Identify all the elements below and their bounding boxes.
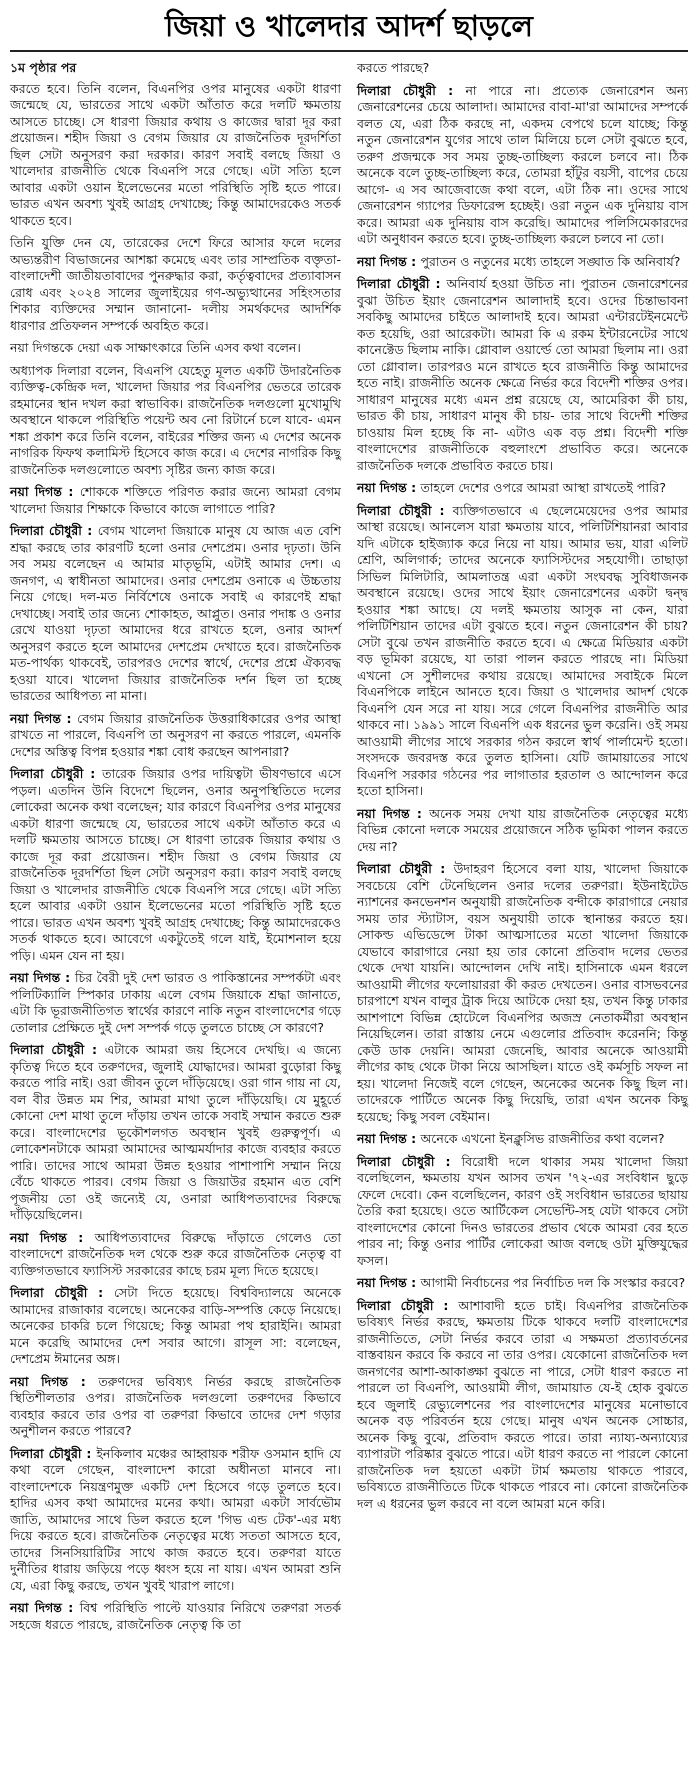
speaker-label: দিলারা চৌধুরী : (357, 1297, 459, 1313)
interview-paragraph: দিলারা চৌধুরী : তারেক জিয়ার ওপর দায়িত্বটা ভীষণভাবে এসে পড়ল। এতদিন উনি বিদেশে ছিলেন, ওনার অনুপস্থিতিতে দলের লোকেরা অনেক কথা বলেছেন; যার কারণে বিএনপির ওপর মানুষের একটা ধারণা জন্মেছে যে, ভারতের সাথে একটা আঁতাত করে এ দলটি ক্ষমতায় আসতে চাচ্ছে। সে ধারণা তারেক জিয়ার কথায় ও কাজে দূর করা প্রয়োজন। শহীদ জিয়া ও বেগম জিয়ার যে রাজনৈতিক দূরদর্শিতা ছিল সেটা অনুসরণ করা। কারণ সবাই বলছে জিয়া ও খালেদার রাজনীতি থেকে বিএনপি সরে গেছে। এটা সত্যি হলে আবার একটা ওয়ান ইলেভেনের মতো পরিস্থিতি সৃষ্টি হতে পারে। ভারত এখন অবশ্য খুবই আগ্রহ দেখাচ্ছে; কিন্তু আমাদেরকেও সতর্ক থাকতে হবে। আবেগে একটুতেই গলে যাই, ইমোশনাল হয়ে পড়ি। এমন যেন না হয়। (10, 766, 341, 963)
speaker-label: নয়া দিগন্ত : (10, 710, 78, 726)
interview-paragraph: দিলারা চৌধুরী : সেটা দিতে হয়েছে। বিশ্ববিদ্যালয়ে অনেকে আমাদের রাজাকার বলেছে। অনেকের বাড়ি-সম্পত্তি কেড়ে নিয়েছে। অনেকের চাকরি চলে গিয়েছে; কিন্তু আমরা পথ হারাইনি। আমরা মনে করেছি আমাদের দেশ সবার আগে। রাসূল সা: বলেছেন, দেশপ্রেম ঈমানের অঙ্গ। (10, 1285, 341, 1367)
interview-paragraph: নয়া দিগন্ত : তাহলে দেশের ওপরে আমরা আস্থা রাখতেই পারি? (357, 480, 667, 496)
speaker-label: নয়া দিগন্ত : (357, 253, 421, 269)
speaker-label: দিলারা চৌধুরী : (10, 1042, 105, 1058)
article-title: জিয়া ও খালেদার আদর্শ ছাড়লে (165, 9, 533, 43)
speaker-label: দিলারা চৌধুরী : (10, 1285, 114, 1301)
speaker-label: দিলারা চৌধুরী : (10, 1445, 97, 1461)
right-column (357, 60, 688, 1518)
interview-paragraph: নয়া দিগন্ত : শোককে শক্তিতে পরিণত করার জন্যে আমরা বেগম খালেদা জিয়ার শিক্ষাকে কিভাবে কাজে লাগাতে পারি? (10, 484, 341, 516)
article-columns (10, 60, 688, 1639)
article-header (10, 8, 688, 52)
continuation-note: ১ম পৃষ্ঠার পর (10, 60, 77, 76)
interview-paragraph: নয়া দিগন্ত : অনেক সময় দেখা যায় রাজনৈতিক নেতৃত্বের মধ্যে বিভিন্ন কোনো দলকে সময়ের প্রয়োজনে সঠিক ভূমিকা পালন করতে দেয় না? (357, 805, 688, 854)
body-paragraph: নয়া দিগন্তকে দেয়া এক সাক্ষাৎকারে তিনি এসব কথা বলেন। (10, 340, 301, 356)
speaker-label: দিলারা চৌধুরী : (10, 523, 98, 539)
interview-paragraph: দিলারা চৌধুরী : এটাকে আমরা জয় হিসেবে দেখছি। এ জন্যে কৃতিত্ব দিতে হবে তরুণদের, জুলাই যোদ্ধাদের। আমরা বুড়োরা কিছু করতে পারি নাই। ওরা জীবন তুলে দাঁড়িয়েছে। ওরা গান গায় না যে, বল বীর উন্নত মম শির, আমরা মাথা তুলে দাঁড়িয়েছি। যে মুহূর্তে কোনো দেশ মাথা তুলে দাঁড়ায় তখন তাকে সবাই সম্মান করতে শুরু করে। বাংলাদেশের ভূকৌশলগত অবস্থান খুবই গুরুত্বপূর্ণ। এ লোকেশনটাকে আমরা আমাদের আত্মমর্যাদার কাজে ব্যবহার করতে পারি। তাদের সাথে আমরা উন্নত হওয়ার পাশাপাশি সম্মান নিয়ে বেঁচে থাকতে পারব। বেগম জিয়া ও জিয়াউর রহমান এত বেশি পূজনীয় তো ওই জন্যেই যে, ওনারা আধিপত্যবাদের বিরুদ্ধে দাঁড়িয়েছিলেন। (10, 1042, 341, 1223)
speaker-label: দিলারা চৌধুরী : (357, 1153, 462, 1169)
interview-paragraph: দিলারা চৌধুরী : বেগম খালেদা জিয়াকে মানুষ যে আজ এত বেশি শ্রদ্ধা করছে তার কারণটি হলো ওনার দেশপ্রেম। ওনার দৃঢ়তা। উনি সব সময় বলেছেন এ আমার মাতৃভূমি, এটাই আমার দেশ। এ জনগণ, এ স্বাধীনতা আমাদের। ওনার দেশপ্রেম ওনাকে এ উচ্চতায় নিয়ে গেছে। দল-মত নির্বিশেষে ওনাকে সবাই এ কারণেই শ্রদ্ধা দেখাচ্ছে। সবাই তার জন্যে শোকাহত, আপ্লুত। ওনার পদাঙ্ক ও ওনার রেখে যাওয়া দৃঢ়তা আমাদের ধরে রাখতে হলে, ওনার আদর্শ অনুসরণ করতে হলে আমাদের দেশপ্রেম দেখাতে হবে। রাজনৈতিক মত-পার্থক্য থাকবেই, তারপরও দেশের স্বার্থে, দেশের প্রশ্নে ঐক্যবদ্ধ হওয়া যাবে। খালেদা জিয়ার রাজনৈতিক দর্শন ছিল তা হচ্ছে ভারতের আধিপত্য না মানা। (10, 523, 341, 704)
speaker-label: নয়া দিগন্ত : (10, 484, 80, 500)
speaker-label: দিলারা চৌধুরী : (357, 82, 466, 98)
speaker-label: নয়া দিগন্ত : (357, 805, 430, 821)
interview-paragraph: নয়া দিগন্ত : আধিপত্যবাদের বিরুদ্ধে দাঁড়াতে গেলেও তো বাংলাদেশে রাজনৈতিক দল থেকে শুরু করে রাজনৈতিক নেতৃত্ব বা ব্যক্তিগতভাবে ফ্যাসিস্ট সরকারের কাছে চরম মূল্য দিতে হয়েছে। (10, 1229, 341, 1278)
interview-paragraph: নয়া দিগন্ত : চির বৈরী দুই দেশ ভারত ও পাকিস্তানের সম্পর্কটা এবং পলিটিক্যালি স্পিকার ঢাকায় এলে বেগম জিয়াকে শ্রদ্ধা জানাতে, এটা কি ভূরাজনীতিগত স্বার্থের কারণে নাকি নতুন বাংলাদেশের গড়ে তোলার প্রেক্ষিতে দুই দেশ সম্পর্ক গড়ে তুলতে চাচ্ছে সে কারণে? (10, 970, 341, 1035)
interview-paragraph: দিলারা চৌধুরী : ইনকিলাব মঞ্চের আহ্বায়ক শরীফ ওসমান হাদি যে কথা বলে গেছেন, বাংলাদেশ কারো অধীনতা মানবে না। বাংলাদেশকে নিয়ন্ত্রণমুক্ত একটি দেশ হিসেবে গড়ে তুলতে হবে। হাদির এসব কথা আমাদের মনের কথা। আমরা একটা সার্বভৌম জাতি, আমাদের সাথে ডিল করতে হলে 'গিভ এন্ড টেক'-এর মধ্য দিয়ে করতে হবে। রাজনৈতিক নেতৃত্বের মধ্যে সততা আসতে হবে, তাদের সিনসিয়ারিটির সাথে কাজ করতে হবে। তরুণরা যাতে দুর্নীতির ধারায় জড়িয়ে পড়ে ধ্বংস হয়ে না যায়। এখন আমরা শুনি যে, এরা কিছু করছে, তখন খুবই খারাপ লাগে। (10, 1445, 341, 1593)
interview-paragraph: নয়া দিগন্ত : তরুণদের ভবিষ্যৎ নির্ভর করছে রাজনৈতিক স্থিতিশীলতার ওপর। রাজনৈতিক দলগুলো তরুণদের কিভাবে ব্যবহার করবে তার ওপর বা তরুণরা কিভাবে তাদের দেশ গড়ার অনুশীলন করতে পারবে? (10, 1373, 341, 1439)
interview-paragraph: দিলারা চৌধুরী : অনিবার্য হওয়া উচিত না। পুরাতন জেনারেশনের বুঝা উচিত ইয়াং জেনারেশন আলাদাই হবে। ওদের চিন্তাভাবনা সবকিছু আমাদের চাইতে আলাদাই হবে। আমরা এন্টারটেইনমেন্টে কত হয়েছি, ওরা আরেকটা। আমরা কি এ রকম ইন্টারনেটের সাথে কানেক্টেড ছিলাম নাকি। গ্লোবাল ওয়ার্ল্ডে তো আমরা ছিলাম না। ওরা তো গ্লোবাল। তারপরও মনে রাখতে হবে রাজনীতি কিন্তু আমাদের হতে নাই। রাজনীতি অনেক ক্ষেত্রে নির্ভর করে বিদেশী শক্তির ওপর। সাধারণ মানুষের মধ্যে এমন প্রশ্ন রয়েছে যে, আমেরিকা কী চায়, ভারত কী চায়, সাধারণ মানুষ কী চায়- তার সাথে বিদেশী শক্তির চাওয়ায় মিল হচ্ছে কি না- এটাও এক বড় প্রশ্ন। বিদেশী শক্তি বাংলাদেশের রাজনীতিকে বহুলাংশে প্রভাবিত করে। অনেকে রাজনৈতিক দলকে প্রভাবিত করতে চায়। (357, 276, 688, 473)
speaker-label: দিলারা চৌধুরী : (357, 861, 454, 877)
interview-paragraph: নয়া দিগন্ত : আগামী নির্বাচনের পর নির্বাচিত দল কি সংস্কার করবে? (357, 1275, 686, 1291)
interview-paragraph: দিলারা চৌধুরী : না পারে না। প্রত্যেক জেনারেশন অন্য জেনারেশনের চেয়ে আলাদা। আমাদের বাবা-মা'রা আমাদের সম্পর্কে বলত যে, এরা ঠিক করছে না, একদম বেপথে চলে যাচ্ছে; কিন্তু নতুন জেনারেশন যুগের সাথে তাল মিলিয়ে চলে সেটা বুঝতে হবে, তরুণ প্রজন্মকে সব সময় তুচ্ছ-তাচ্ছিল্য করলে চলবে না। ঠিক অনেকে বলে তুচ্ছ-তাচ্ছিল্য করে, তোমরা হাঁটুর বয়সী, বাপের চেয়ে আগে- এ সব আজেবাজে কথা বলে, এটা ঠিক না। ওদের সাথে জেনারেশন গ্যাপের ডিফারেন্স হচ্ছেই। ওরা নতুন এক দুনিয়ায় বাস করে। আমরা এক দুনিয়ায় বাস করেছি। আমাদের পলিসিমেকারদের এটা অনুধাবন করতে হবে। তুচ্ছ-তাচ্ছিল্য করলে চলবে না তো। (357, 82, 688, 247)
interview-paragraph: দিলারা চৌধুরী : বিরোধী দলে থাকার সময় খালেদা জিয়া বলেছিলেন, ক্ষমতায় যখন আসব তখন '৭২-এর সংবিধান ছুড়ে ফেলে দেবো। কেন বলেছিলেন, কারণ ওই সংবিধান ভারতের ছায়ায় তৈরি করা হয়েছে। ওতে আর্টিকেল সেভেন্টি-সহ যেটা থাকবে সেটা বাংলাদেশের কোনো দিনও ভারতের প্রভাব থেকে আমরা বের হতে পারব না; কিন্তু ওনার পার্টির লোকেরা আজ বলছে ওটা মুক্তিযুদ্ধের ফসল। (357, 1153, 689, 1268)
body-paragraph: তিনি যুক্তি দেন যে, তারেকের দেশে ফিরে আসার ফলে দলের অভ্যন্তরীণ বিভাজনের আশঙ্কা কমেছে এবং তার সাম্প্রতিক বক্তৃতা- বাংলাদেশী জাতীয়তাবাদের পুনরুদ্ধার করা, কর্তৃত্ববাদের প্রত্যাবাসন রোধ এবং ২০২৪ সালের জুলাইয়ের গণ-অভ্যুত্থানের সহিংসতার শিকার ব্যক্তিদের সম্মান জানানো- দলীয় সমর্থকদের আদর্শিক ধারণার প্রতিফলন সম্পর্কে অবহিত করে। (10, 235, 341, 333)
speaker-label: দিলারা চৌধুরী : (357, 502, 453, 518)
speaker-label: নয়া দিগন্ত : (10, 970, 75, 986)
interview-paragraph: নয়া দিগন্ত : অনেকে এখনো ইনক্লুসিভ রাজনীতির কথা বলেন? (357, 1131, 665, 1147)
interview-paragraph: দিলারা চৌধুরী : ব্যক্তিগতভাবে এ ছেলেমেয়েদের ওপর আমার আস্থা রয়েছে। আনলেস যারা ক্ষমতায় যাবে, পলিটিশিয়ানরা আবার যদি এটাকে হাইজ্যাক করে নিয়ে না যায়। আমার ভয়, যারা এলিট শ্রেণি, অলিগার্ক; তাদের অনেকে ফ্যাসিস্টদের সহযোগী। তাছাড়া সিভিল মিলিটারি, আমলাতন্ত্র এরা একটা সংঘবদ্ধ সুবিধাজনক অবস্থানে রয়েছে। ওদের সাথে ইয়াং জেনারেশনের একটা দ্বন্দ্ব হওয়ার শঙ্কা আছে। যে দলই ক্ষমতায় আসুক না কেন, যারা পলিটিশিয়ান তাদের এটা বুঝতে হবে। নতুন জেনারেশন কী চায়? সেটা বুঝে তখন রাজনীতি করতে হবে। এ ক্ষেত্রে মিডিয়ার একটা বড় ভূমিকা রয়েছে, যা তারা পালন করতে পারছে না। মিডিয়া এখনো সে সুশীলদের কথায় রয়েছে। আমাদের সবাইকে মিলে বিএনপিকে লাইনে আনতে হবে। জিয়া ও খালেদার আদর্শ থেকে বিএনপি যেন সরে না যায়। সরে গেলে বিএনপির রাজনীতি আর থাকবে না। ১৯৯১ সালে বিএনপি এক ধরনের ভুল করেনি। ওই সময় আওয়ামী লীগের সাথে সরকার গঠন করলে স্বার্থ পার্লামেন্ট হতো। সংসদকে জবরদস্ত করে তুলত হাসিনা। যেটি জামায়াতের সাথে বিএনপি সরকার গঠনের পর লাগাতার হরতাল ও আন্দোলন করে হতো হাসিনা। (357, 502, 688, 799)
speaker-label: নয়া দিগন্ত : (357, 1275, 421, 1291)
interview-paragraph: দিলারা চৌধুরী : উদাহরণ হিসেবে বলা যায়, খালেদা জিয়াকে সবচেয়ে বেশি টেনেছিলেন ওনার দলের তরুণরা। ইউনাইটেড ন্যাশনের কনভেনশন অনুযায়ী রাজনৈতিক বন্দীকে কারাগারে নেয়ার সময় তার স্ট্যাটাস, বয়স অনুযায়ী তাকে স্থানান্তর করতে হয়। সোকল্ড এভিডেন্সে টাকা আত্মসাতের মতো খালেদা জিয়াকে যেভাবে কারাগারে নেয়া হয় তার কোনো প্রতিবাদ দলের ভেতর থেকে দেখা যায়নি। আন্দোলন দেখি নাই। হাসিনাকে এমন ধরলে আওয়ামী লীগের ফলোয়াররা কী করত দেখতেন। ওনার বাসভবনের চারপাশে যখন বালুর ট্রাক দিয়ে আটকে দেয়া হয়, তখন কিন্তু ঢাকার আশপাশে বিভিন্ন হোটেলে বিএনপির অজস্র নেতাকর্মীরা অবস্থান নিয়েছিলেন। তারা রাস্তায় নেমে এগুলোর প্রতিবাদ করেননি; কিন্তু কেউ ডাক দেয়নি। আমরা জেনেছি, আবার অনেকে আওয়ামী লীগের কাছ থেকে টাকা নিয়ে আসছিল। যাতে ওই কর্মসূচি সফল না হয়। খালেদা নিজেই বলে গেছেন, অনেকের অনেক কিছু ছিল না। তাদেরকে পার্টিতে অনেক কিছু দিয়েছি, তারা এখন অনেক কিছু হয়েছে; কিছু সবল বেইমান। (357, 861, 688, 1124)
interview-paragraph: নয়া দিগন্ত : বিশ্ব পরিস্থিতি পাল্টে যাওয়ার নিরিখে তরুণরা সতর্ক সহজে ধরতে পারছে, রাজনৈতিক নেতৃত্ব কি তা (10, 1600, 341, 1632)
speaker-label: দিলারা চৌধুরী : (357, 276, 447, 292)
speaker-label: নয়া দিগন্ত : (357, 1131, 421, 1147)
body-paragraph: অধ্যাপক দিলারা বলেন, বিএনপি যেহেতু মূলত একটি উদারনৈতিক ব্যক্তিত্ব-কেন্দ্রিক দল, খালেদা জিয়ার পর বিএনপির ভেতরে তারেক রহমানের স্থান দখল করা স্বাভাবিক। রাজনৈতিক দলগুলো মুখোমুখি অবস্থানে থাকলে পরিস্থিতি পয়েন্ট অব নো রিটার্নে চলে যাবে- এমন শঙ্কা প্রকাশ করে তিনি বলেন, বাইরের শক্তির জন্য এ দেশের অনেক নাগরিক ফিফথ কলামিস্ট হিসেবে কাজ করে। এ দেশের নাগরিক কিছু রাজনৈতিক দলগুলোতে অবশ্য সৃষ্টির জন্য কাজ করে। (10, 362, 341, 477)
speaker-label: নয়া দিগন্ত : (10, 1600, 80, 1616)
interview-paragraph: নয়া দিগন্ত : পুরাতন ও নতুনের মধ্যে তাহলে সঙ্ঘাত কি অনিবার্য? (357, 253, 681, 269)
body-paragraph: করতে পারছে? (357, 60, 430, 76)
interview-paragraph: দিলারা চৌধুরী : আশাবাদী হতে চাই। বিএনপির রাজনৈতিক ভবিষ্যৎ নির্ভর করছে, ক্ষমতায় টিকে থাকবে দলটি বাংলাদেশের রাজনীতিতে, সেটা নির্ভর করবে তারা এ সক্ষমতা প্রত্যাবর্তনের বাস্তবায়ন করবে কি করবে না তার ওপর। যেকোনো রাজনৈতিক দল জনগণের আশা-আকাঙ্ক্ষা বুঝতে না পারে, সেটা ধারণ করতে না পারলে তা বিএনপি, আওয়ামী লীগ, জামায়াত যে-ই হোক বুঝতে হবে জুলাই রেভ্যুলেশনের পর বাংলাদেশের মানুষের মনোভাবে অনেক বড় পরিবর্তন হয়ে গেছে। মানুষ এখন অনেক সোচ্চার, অনেক কিছু বুঝে, প্রতিবাদ করতে পারে। তারা ন্যায্য-অন্যায্যের ব্যাপারটা পরিষ্কার বুঝতে পারে। এটা ধারণ করতে না পারলে কোনো রাজনৈতিক দল হয়তো একটা টার্ম ক্ষমতায় থাকতে পারবে, ভবিষ্যতে রাজনীতিতে টিকে থাকতে পারবে না। কোনো রাজনৈতিক দল এ ধরনের ভুল করবে না বলে আমরা মনে করি। (357, 1297, 688, 1511)
speaker-label: নয়া দিগন্ত : (357, 480, 421, 496)
speaker-label: দিলারা চৌধুরী : (10, 766, 103, 782)
body-paragraph: করতে হবে। তিনি বলেন, বিএনপির ওপর মানুষের একটা ধারণা জন্মেছে যে, ভারতের সাথে একটা আঁতাত করে দলটি ক্ষমতায় আসতে চাচ্ছে। সে ধারণা জিয়ার কথায় ও কাজের দ্বারা দূর করা প্রয়োজন। শহীদ জিয়া ও বেগম জিয়ার যে রাজনৈতিক দূরদর্শিতা ছিল সেটা অনুসরণ করা দরকার। কারণ সবাই বলছে জিয়া ও খালেদার রাজনীতি থেকে বিএনপি সরে গেছে। এটা সত্যি হলে আবার একটা ওয়ান ইলেভেনের মতো পরিস্থিতি সৃষ্টি হতে পারে। ভারত এখন অবশ্য খুবই আগ্রহ দেখাচ্ছে; কিন্তু আমাদেরকেও সতর্ক থাকতে হবে। (10, 80, 341, 228)
speaker-label: নয়া দিগন্ত : (10, 1373, 99, 1389)
speaker-label: নয়া দিগন্ত : (10, 1229, 95, 1245)
interview-paragraph: নয়া দিগন্ত : বেগম জিয়ার রাজনৈতিক উত্তরাধিকারের ওপর আস্থা রাখতে না পারলে, বিএনপি তা অনুসরণ না করতে পারলে, এমনকি দেশের অস্তিত্ব বিপন্ন হওয়ার শঙ্কা বোধ করছেন আপনারা? (10, 710, 341, 759)
left-column (10, 60, 341, 1639)
